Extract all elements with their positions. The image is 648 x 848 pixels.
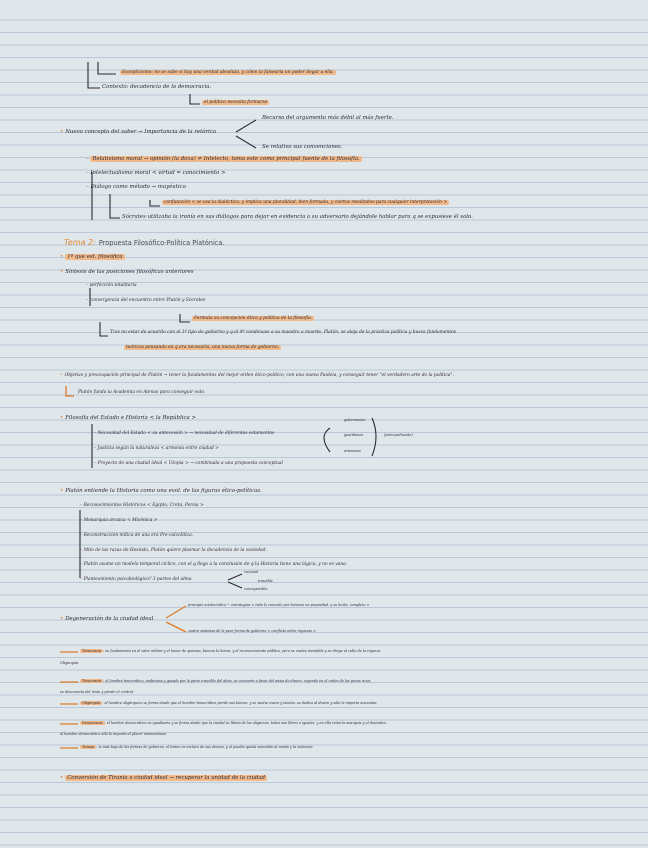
note-reconstruction: – Reconstrucción mítica de una era Pre-calcolítica. <box>80 533 194 538</box>
note-worst-systems: cuatro sistemas de la peor forma de gobierno < conflicto entre riquezas > <box>188 629 316 633</box>
note-politician: el político necesita formarse <box>204 100 268 105</box>
bullet-icon: • <box>60 616 64 622</box>
note-tyranny: Tiranía : la más baja de las formas de gobierno, el tirano es esclavo de sus deseos, y el pueblo queda sometido al miedo y la violencia. <box>82 745 314 749</box>
note-degeneration: • Degeneración de la ciudad ideal <box>60 616 154 622</box>
note-socrates-irony: Sócrates utilizaba la ironía en sus diálogos para dejar en evidencia a su adversario dejándole hablar para q se expusiese él solo. <box>122 214 473 220</box>
note-aristocratic: principio aristocrático ← estrategias < todo lo concede por honores en propiedad, y su lucha, completo > <box>188 603 370 607</box>
soul-irascible: irascible <box>258 579 273 583</box>
topic-2-heading <box>64 238 225 247</box>
note-state-history: • Filosofía del Estado e Historia < la República > <box>60 415 196 421</box>
topic-subtitle: Propuesta Filosófico-Política Platónica. <box>98 239 225 247</box>
estate-guardians: guardianes <box>344 433 364 437</box>
note-theoretical: teóricos pensando en q era necesaria, una nueva forma de gobierno. <box>126 345 279 350</box>
bullet-icon: • <box>60 269 64 275</box>
note-timocracy-man: Timocracia : el hombre timocrático, ambicioso y guiado por la parte irascible del alma, se convierte a favor del ansia de dinero, cayendo en el orden de los pocos ricos. <box>82 679 372 683</box>
note-disconnect: se desconecta del resto y pierde el control. <box>60 690 135 694</box>
note-objective: • Objetivo y preocupación principal de Platón → tener la fundamentos del mejor orden ético-político, con una nueva Paideia, y conseguir tener "el verdadero arte de la política". <box>60 373 454 378</box>
estate-artisans: artesanos <box>344 449 361 453</box>
note-disagreement: Tras no estar de acuerdo con el 1º tipo de gobierno y q el 4º condenase a su maestro a muerte, Platón, se aleja de la práctica política y busca fundamentos <box>110 330 457 335</box>
note-formulates: Formula su concepción ética y política de la filosofía. <box>194 316 313 321</box>
note-dialogue: – Diálogo como método → mayéutica <box>86 184 186 190</box>
soul-rational: racional <box>244 570 258 574</box>
bullet-icon: • <box>60 373 63 378</box>
note-ideal-city: – Proyecto de una ciudad ideal < Utopía > → combinada a una propuesta conceptual <box>94 461 283 466</box>
note-timocracy: Timocracia : se fundamenta en el valor militar y el honor de quienes, buscan la honra, y el reconocimiento público, pero se vuelve inestable y se dirige al culto de la riqueza. <box>82 649 382 653</box>
note-cyclic: – Platón asume un modelo temporal cíclico, con el q llega a la conclusión de q la Historia tiene una lógica, y no es vana. <box>80 562 348 567</box>
estate-rulers: gobernantes <box>344 418 366 422</box>
bullet-icon: • <box>60 488 64 494</box>
note-convergence: – convergencia del encuentro entre Platón y Sócrates <box>86 298 206 303</box>
note-oligarchy: Oligarquía : el hombre oligárquico se forma desde que el hombre timocrático pierde sus bienes, y se vuelve avaro y tacaño, se dedica al dinero y sólo le importa acumular. <box>82 701 378 705</box>
note-perfection: – perfección totalitaria <box>86 283 137 288</box>
note-myth: – Mito de las razas de Hesíodo, Platón quiere plasmar la decadencia de la sociedad. <box>80 548 267 553</box>
note-psychobiology: – Planteamiento psicobiológico? 3 partes del alma <box>80 577 192 582</box>
topic-label: Tema 2: <box>64 238 96 247</box>
note-recognitions: – Reconocimientos Históricos < Egipto, Creta, Persia > <box>80 503 204 508</box>
bullet-icon: • <box>60 415 64 421</box>
note-democracy: Democracia : el hombre democrático es igualitario y se forma desde que la ciudad se libera de los oligarcas, todos son libres e iguales, y en ella reina la anarquía y el desorden. <box>82 721 387 725</box>
note-academy: Platón funda la Academia en Atenas para conseguir esto. <box>78 390 206 395</box>
note-monarchy: – Monarquía arcaica < Micénica > <box>80 518 158 523</box>
bullet-icon: • <box>60 254 64 260</box>
note-state-need: – Necesidad del Estado < su antecesión > → necesidad de diferentes estamentos <box>94 431 275 436</box>
note-democratic-man: al hombre democrático sólo le importa el placer momentáneo. <box>60 732 168 736</box>
note-relative: Se relativo sus convenciones. <box>262 144 343 150</box>
note-skepticism: Escepticismo: no se sabe si hay una verdad absoluta, y cómo la falsearía un poder llegar a ella. <box>122 70 335 75</box>
estate-note: (principalmente) <box>384 433 413 437</box>
note-conversion: • Conversión de Tiranía a ciudad ideal → recuperar la unidad de la ciudad <box>60 775 266 781</box>
note-first-philosophical: • 1º que est. filosófica <box>60 254 123 260</box>
note-oligarchy-ref: Oligarquía. <box>60 661 80 665</box>
note-synthesis: • Síntesis de las posiciones filosóficas anteriores <box>60 269 194 275</box>
bullet-icon: • <box>60 775 64 781</box>
note-relativism: – Relativismo moral → opinión (la doxa) ≠ Intelecto, toma este como principal fuente de la filosofía. <box>86 156 360 162</box>
note-intellectualism: – Intelectualismo moral < virtud = conocimiento > <box>86 170 226 176</box>
note-history-evolution: • Platón entiende la Historia como una evol. de las figuras ético-políticas. <box>60 488 262 494</box>
note-new-knowledge: • Nuevo concepto del saber → Importancia de la retórica <box>60 129 217 135</box>
note-confutation: confutación < se usa la dialéctica, y implica una pluralidad, bien formada, y ciertos resultados para cualquier interpretación > <box>164 200 448 205</box>
note-context: Contexto: decadencia de la democracia. <box>102 84 212 90</box>
bullet-icon: • <box>60 129 64 135</box>
soul-concupiscible: concupiscible <box>244 587 268 591</box>
note-justice: – Justicia según la naturaleza < armonía entre ciudad > <box>94 446 219 451</box>
note-argument: Recurso del argumento más débil al más fuerte. <box>262 115 394 121</box>
